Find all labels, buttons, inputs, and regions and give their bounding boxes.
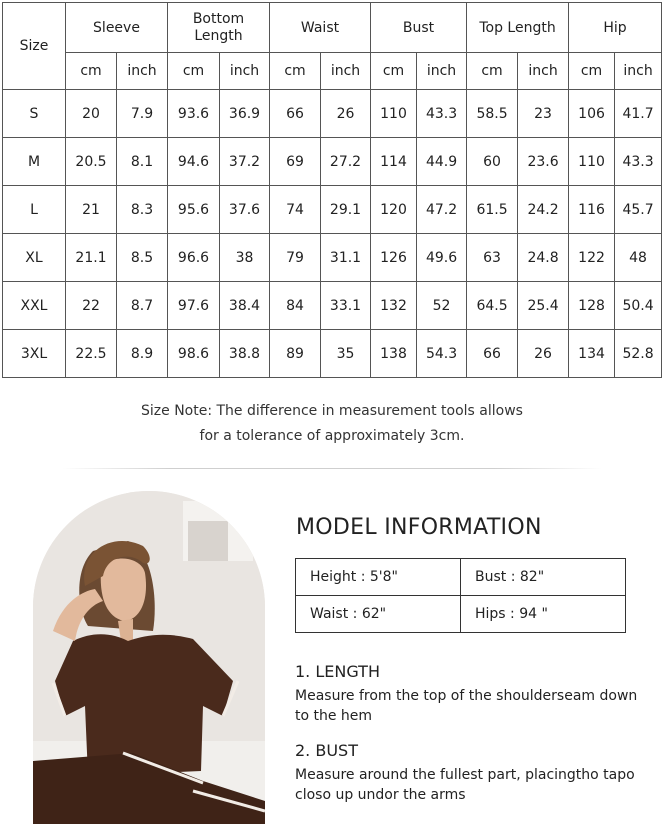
measurement-cell: 21.1 (66, 234, 117, 282)
measurement-cell: 128 (569, 282, 615, 330)
measurement-cell: 74 (270, 186, 321, 234)
measurement-cell: 8.3 (117, 186, 168, 234)
measurement-cell: 97.6 (168, 282, 220, 330)
measurement-cell: 52 (417, 282, 467, 330)
bottom-length-label: Bottom Length (192, 10, 245, 44)
measurement-cell: 26 (518, 330, 569, 378)
measurement-cell: 21 (66, 186, 117, 234)
unit-header: inch (117, 53, 168, 90)
unit-header: cm (569, 53, 615, 90)
measurement-cell: 58.5 (467, 90, 518, 138)
measurement-cell: 110 (569, 138, 615, 186)
measurement-cell: 37.2 (220, 138, 270, 186)
unit-header: cm (467, 53, 518, 90)
size-cell: S (3, 90, 66, 138)
unit-header: inch (321, 53, 371, 90)
measurement-cell: 23 (518, 90, 569, 138)
measurement-cell: 79 (270, 234, 321, 282)
sleeve-header: Sleeve (66, 3, 168, 53)
measurement-cell: 43.3 (615, 138, 662, 186)
measurement-cell: 49.6 (417, 234, 467, 282)
model-information-table (295, 558, 626, 633)
measurement-cell: 66 (270, 90, 321, 138)
table-row (3, 138, 662, 186)
measurement-cell: 116 (569, 186, 615, 234)
measurement-cell: 41.7 (615, 90, 662, 138)
measurement-cell: 61.5 (467, 186, 518, 234)
measurement-cell: 33.1 (321, 282, 371, 330)
measurement-cell: 126 (371, 234, 417, 282)
measurement-cell: 122 (569, 234, 615, 282)
hip-header: Hip (569, 3, 662, 53)
measurement-cell: 120 (371, 186, 417, 234)
measurement-cell: 60 (467, 138, 518, 186)
unit-header: cm (66, 53, 117, 90)
model-photo (33, 491, 265, 824)
measurement-cell: 52.8 (615, 330, 662, 378)
unit-header: cm (168, 53, 220, 90)
measurement-cell: 64.5 (467, 282, 518, 330)
measurement-cell: 138 (371, 330, 417, 378)
measurement-cell: 98.6 (168, 330, 220, 378)
measurement-cell: 26 (321, 90, 371, 138)
unit-header: inch (518, 53, 569, 90)
measurement-cell: 45.7 (615, 186, 662, 234)
model-information-heading: MODEL INFORMATION (296, 515, 542, 540)
measurement-cell: 24.2 (518, 186, 569, 234)
model-photo-icon (33, 491, 265, 824)
unit-header: cm (371, 53, 417, 90)
measurement-cell: 8.7 (117, 282, 168, 330)
size-header: Size (3, 3, 66, 90)
table-row (3, 186, 662, 234)
measurement-cell: 66 (467, 330, 518, 378)
size-note-line-2: for a tolerance of approximately 3cm. (199, 428, 465, 444)
measurement-cell: 38.8 (220, 330, 270, 378)
measurement-cell: 37.6 (220, 186, 270, 234)
measurement-cell: 38.4 (220, 282, 270, 330)
divider (62, 468, 602, 469)
measurement-cell: 94.6 (168, 138, 220, 186)
model-height: Height : 5'8" (296, 559, 461, 596)
measurement-cell: 114 (371, 138, 417, 186)
measurement-cell: 31.1 (321, 234, 371, 282)
unit-header: cm (270, 53, 321, 90)
size-chart-table (2, 2, 662, 378)
measurement-cell: 24.8 (518, 234, 569, 282)
table-row (3, 282, 662, 330)
size-cell: L (3, 186, 66, 234)
measurement-cell: 134 (569, 330, 615, 378)
measurement-cell: 44.9 (417, 138, 467, 186)
measurement-cell: 89 (270, 330, 321, 378)
unit-header: inch (220, 53, 270, 90)
table-row (3, 90, 662, 138)
measurement-cell: 7.9 (117, 90, 168, 138)
model-hips: Hips : 94 " (461, 596, 626, 633)
measurement-cell: 23.6 (518, 138, 569, 186)
measurement-cell: 36.9 (220, 90, 270, 138)
measurement-cell: 110 (371, 90, 417, 138)
measurement-cell: 29.1 (321, 186, 371, 234)
top-length-header: Top Length (467, 3, 569, 53)
measurement-cell: 22 (66, 282, 117, 330)
size-cell: XL (3, 234, 66, 282)
size-note (0, 399, 664, 449)
length-title: 1. LENGTH (295, 662, 380, 681)
measurement-cell: 27.2 (321, 138, 371, 186)
measurement-cell: 50.4 (615, 282, 662, 330)
table-row (3, 234, 662, 282)
measurement-cell: 8.1 (117, 138, 168, 186)
measurement-cell: 96.6 (168, 234, 220, 282)
size-cell: 3XL (3, 330, 66, 378)
measurement-cell: 95.6 (168, 186, 220, 234)
measurement-cell: 22.5 (66, 330, 117, 378)
measurement-cell: 48 (615, 234, 662, 282)
waist-header: Waist (270, 3, 371, 53)
measurement-cell: 93.6 (168, 90, 220, 138)
measurement-cell: 38 (220, 234, 270, 282)
measurement-cell: 35 (321, 330, 371, 378)
bust-header: Bust (371, 3, 467, 53)
measurement-cell: 8.5 (117, 234, 168, 282)
bottom-length-header (168, 3, 270, 53)
measurement-cell: 54.3 (417, 330, 467, 378)
model-bust: Bust : 82" (461, 559, 626, 596)
unit-header: inch (417, 53, 467, 90)
bust-description: Measure around the fullest part, placingtho tapo closo up undor the arms (295, 767, 635, 803)
bust-title: 2. BUST (295, 741, 358, 760)
measurement-cell: 8.9 (117, 330, 168, 378)
measurement-cell: 20.5 (66, 138, 117, 186)
size-cell: XXL (3, 282, 66, 330)
measurement-cell: 106 (569, 90, 615, 138)
measurement-cell: 63 (467, 234, 518, 282)
measurement-cell: 20 (66, 90, 117, 138)
measurement-cell: 132 (371, 282, 417, 330)
model-waist: Waist : 62" (296, 596, 461, 633)
measurement-cell: 84 (270, 282, 321, 330)
measurement-cell: 43.3 (417, 90, 467, 138)
table-row (3, 330, 662, 378)
size-cell: M (3, 138, 66, 186)
measurement-cell: 25.4 (518, 282, 569, 330)
size-note-line-1: Size Note: The difference in measurement tools allows (141, 403, 523, 419)
measurement-cell: 69 (270, 138, 321, 186)
unit-header: inch (615, 53, 662, 90)
measurement-cell: 47.2 (417, 186, 467, 234)
length-description: Measure from the top of the shoulderseam down to the hem (295, 688, 638, 724)
